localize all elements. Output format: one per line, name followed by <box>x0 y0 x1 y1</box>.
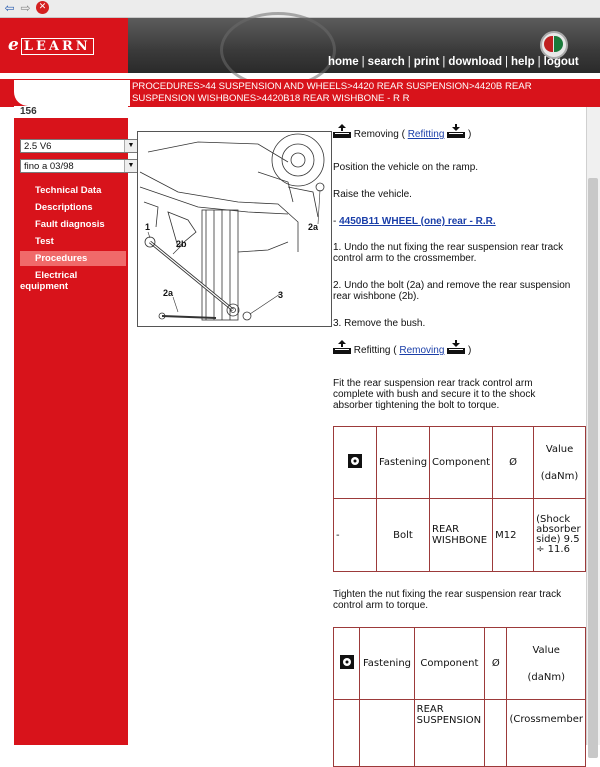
refitting-heading <box>333 340 471 356</box>
cell-diameter <box>485 700 507 767</box>
removing-tool-icon <box>333 124 351 138</box>
cell-icon <box>334 700 360 767</box>
step-raise-vehicle: Raise the vehicle. <box>333 189 412 200</box>
figure-label-2a-bottom: 2a <box>163 288 174 298</box>
stop-icon[interactable]: ✕ <box>36 1 49 14</box>
header-fastening: Fastening <box>377 427 430 499</box>
close-paren: ) <box>467 345 472 356</box>
table-row <box>334 700 586 767</box>
cell-icon: - <box>334 499 377 572</box>
refitting-label: Refitting ( <box>353 345 397 356</box>
wheel-procedure-link[interactable]: 4450B11 WHEEL (one) rear - R.R. <box>339 216 496 227</box>
nav-help-link[interactable]: help <box>511 56 535 68</box>
cell-diameter: M12 <box>493 499 534 572</box>
torque-table-1 <box>333 426 586 572</box>
cell-value: (Shock absorber side) 9.5 ÷ 11.6 <box>534 499 586 572</box>
cell-fastening: Bolt <box>377 499 430 572</box>
close-paren: ) <box>467 129 472 140</box>
brand-badge-icon <box>540 31 568 59</box>
date-select[interactable] <box>20 159 138 173</box>
cell-fastening <box>360 700 414 767</box>
step-3: 3. Remove the bush. <box>333 318 426 329</box>
engine-select-value: 2.5 V6 <box>24 141 52 152</box>
sidebar-item-label: Fault diagnosis <box>35 219 105 230</box>
torque-wrench-icon <box>339 654 355 670</box>
table-header-row <box>334 427 586 499</box>
wheel-reference <box>333 216 496 227</box>
header-value-label: Value <box>532 644 560 656</box>
engine-select[interactable] <box>20 139 138 153</box>
cell-component: REAR SUSPENSION <box>414 700 484 767</box>
table-row <box>334 499 586 572</box>
removing-tool-icon <box>333 340 351 354</box>
sidebar-item-electrical-equipment[interactable] <box>20 270 110 292</box>
sidebar-item-test[interactable] <box>20 236 126 247</box>
header-value-unit: (daNm) <box>527 671 565 683</box>
step-position-ramp: Position the vehicle on the ramp. <box>333 162 479 173</box>
header-value <box>507 628 586 700</box>
chevron-down-icon: ▼ <box>124 160 137 172</box>
header-fastening: Fastening <box>360 628 414 700</box>
refitting-tool-icon <box>447 340 465 354</box>
figure-label-1: 1 <box>145 222 151 232</box>
band-corner <box>14 80 130 106</box>
nav-logout-link[interactable]: logout <box>543 56 579 68</box>
sidebar-item-label: Technical Data <box>35 185 102 196</box>
logo-box-text: LEARN <box>21 38 94 55</box>
sidebar-item-descriptions[interactable] <box>20 202 126 213</box>
chevron-down-icon: ▼ <box>124 140 137 152</box>
figure-label-2b: 2b <box>176 239 187 249</box>
decorative-wheel-icon <box>220 12 336 88</box>
back-arrow-icon[interactable]: ⇦ <box>4 1 15 15</box>
torque-icon-cell <box>334 427 377 499</box>
header-diameter: Ø <box>485 628 507 700</box>
nav-print-link[interactable]: print <box>413 56 440 68</box>
logo-prefix: e <box>8 35 21 55</box>
figure-label-3: 3 <box>278 290 284 300</box>
sidebar-item-fault-diagnosis[interactable] <box>20 219 126 230</box>
nav-download-link[interactable]: download <box>448 56 502 68</box>
sidebar-item-label: Descriptions <box>35 202 93 213</box>
step-1: 1. Undo the nut fixing the rear suspension rear track control arm to the crossmember. <box>333 242 564 264</box>
sidebar-item-procedures[interactable] <box>20 251 126 266</box>
breadcrumb: PROCEDURES>44 SUSPENSION AND WHEELS>4420 REAR SUSPENSION>4420B REAR SUSPENSION WISHBONES>4420B18 REAR WISHBONE - R R <box>132 81 532 104</box>
top-nav: home | search | print | download | help | logout <box>328 56 579 68</box>
table-header-row <box>334 628 586 700</box>
header-value-unit: (daNm) <box>540 470 579 482</box>
removing-heading <box>333 124 471 140</box>
tighten-instruction: Tighten the nut fixing the rear suspension rear track control arm to torque. <box>333 589 562 611</box>
figure-label-2a-top: 2a <box>308 222 319 232</box>
cell-value: (Crossmember <box>507 700 586 767</box>
sidebar-item-label: Test <box>35 236 54 247</box>
fit-instruction: Fit the rear suspension rear track control arm complete with bush and secure it to the shock absorber tightening the bolt to torque. <box>333 378 536 411</box>
header-diameter: Ø <box>493 427 534 499</box>
elearn-logo <box>8 35 124 55</box>
torque-icon-cell <box>334 628 360 700</box>
removing-label: Removing ( <box>353 129 405 140</box>
torque-table-2 <box>333 627 586 767</box>
cell-component: REAR WISHBONE <box>430 499 493 572</box>
refitting-link[interactable]: Refitting <box>407 129 445 140</box>
sidebar-item-label: Procedures <box>35 253 88 264</box>
forward-arrow-icon[interactable]: ⇨ <box>20 1 31 15</box>
torque-wrench-icon <box>347 453 363 469</box>
scrollbar-thumb[interactable] <box>588 178 598 758</box>
suspension-diagram <box>137 131 332 327</box>
removing-link[interactable]: Removing <box>399 345 445 356</box>
dash: - <box>333 216 340 227</box>
sidebar-item-technical-data[interactable] <box>20 185 126 196</box>
header-component: Component <box>430 427 493 499</box>
header-value-label: Value <box>545 443 574 455</box>
suspension-diagram-drawing <box>138 132 331 326</box>
model-number: 156 <box>20 106 37 117</box>
date-select-value: fino a 03/98 <box>24 161 74 172</box>
header-value <box>534 427 586 499</box>
nav-home-link[interactable]: home <box>328 56 359 68</box>
refitting-tool-icon <box>447 124 465 138</box>
nav-search-link[interactable]: search <box>367 56 405 68</box>
sidebar-item-label: Electrical equipment <box>20 270 78 292</box>
header-component: Component <box>414 628 484 700</box>
step-2: 2. Undo the bolt (2a) and remove the rear suspension rear wishbone (2b). <box>333 280 571 302</box>
